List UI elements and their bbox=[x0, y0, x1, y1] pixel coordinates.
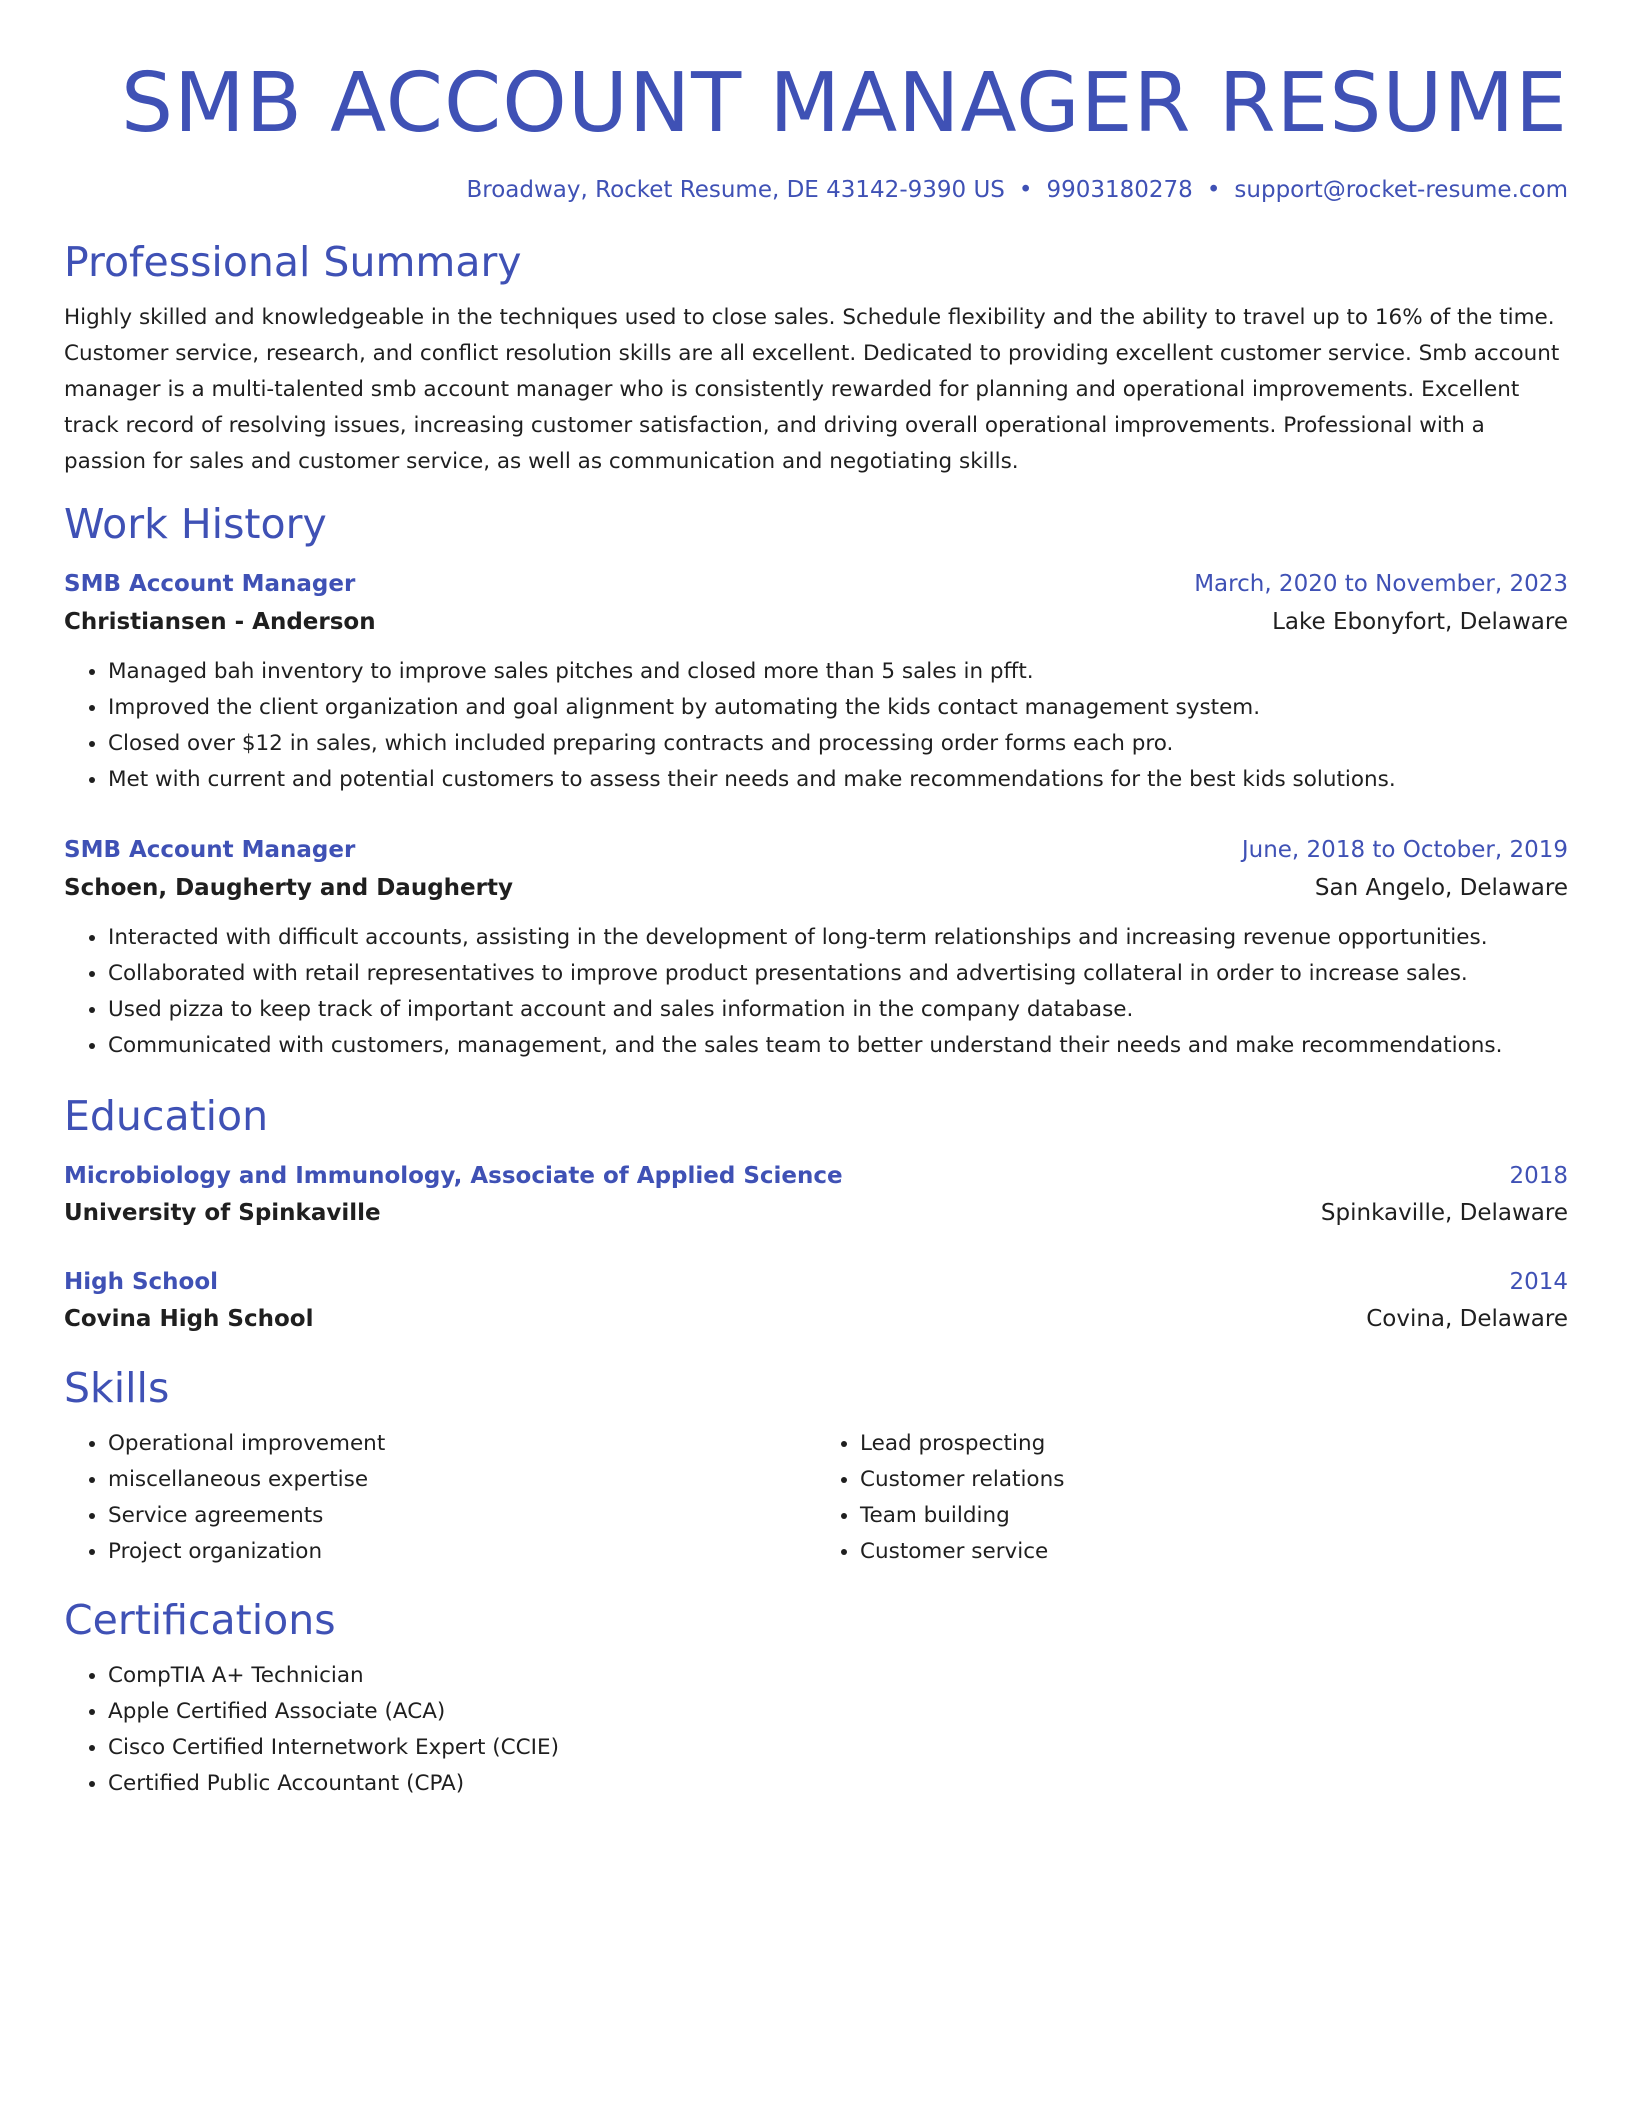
education-school: University of Spinkaville bbox=[64, 1200, 381, 1226]
skill-item: • Customer service bbox=[860, 1534, 1568, 1570]
work-history-heading: Work History bbox=[64, 500, 327, 548]
skills-column-right bbox=[816, 1426, 1568, 1570]
job-company: Schoen, Daugherty and Daugherty bbox=[64, 875, 513, 901]
contact-line bbox=[64, 174, 1568, 206]
certification-item: • Cisco Certified Internetwork Expert (CCIE) bbox=[108, 1730, 1568, 1766]
job-location: Lake Ebonyfort, Delaware bbox=[1272, 609, 1568, 635]
education-degree: Microbiology and Immunology, Associate of Applied Science bbox=[64, 1163, 843, 1189]
education-entry bbox=[64, 1158, 1568, 1232]
certification-item: • Apple Certified Associate (ACA) bbox=[108, 1694, 1568, 1730]
job-duty: • Collaborated with retail representatives to improve product presentations and advertising collateral in order to increase sales. bbox=[108, 956, 1568, 992]
skill-item: • miscellaneous expertise bbox=[108, 1462, 816, 1498]
contact-separator: • bbox=[1206, 177, 1221, 203]
job-entry bbox=[64, 566, 1568, 798]
contact-separator: • bbox=[1018, 177, 1033, 203]
summary-text: Highly skilled and knowledgeable in the techniques used to close sales. Schedule flexibility and the ability to travel up to 16% of the time. Customer service, research, and conflict resolution skills are all excellent. Dedicated to providing excellent customer service. Smb account manager is a multi-talented smb account manager who is consistently rewarded for planning and operational improvements. Excellent track record of resolving issues, increasing customer satisfaction, and driving overall operational improvements. Professional with a passion for sales and customer service, as well as communication and negotiating skills. bbox=[64, 305, 1560, 474]
education-location: Covina, Delaware bbox=[1366, 1306, 1568, 1332]
education-heading: Education bbox=[64, 1092, 269, 1140]
education-degree: High School bbox=[64, 1269, 219, 1295]
job-duty: • Closed over $12 in sales, which included preparing contracts and processing order forms each pro. bbox=[108, 726, 1568, 762]
certification-item: • CompTIA A+ Technician bbox=[108, 1658, 1568, 1694]
job-dates: March, 2020 to November, 2023 bbox=[1194, 571, 1568, 597]
skills-grid bbox=[64, 1426, 1568, 1570]
summary-heading: Professional Summary bbox=[64, 238, 522, 286]
skill-item: • Team building bbox=[860, 1498, 1568, 1534]
skill-item: • Project organization bbox=[108, 1534, 816, 1570]
job-duty: • Communicated with customers, management, and the sales team to better understand their needs and make recommendations. bbox=[108, 1028, 1568, 1064]
job-entry bbox=[64, 832, 1568, 1064]
resume-title: SMB ACCOUNT MANAGER RESUME bbox=[121, 56, 1568, 151]
job-location: San Angelo, Delaware bbox=[1314, 875, 1568, 901]
skill-item: • Operational improvement bbox=[108, 1426, 816, 1462]
job-duty: • Interacted with difficult accounts, assisting in the development of long-term relationships and increasing revenue opportunities. bbox=[108, 920, 1568, 956]
skill-item: • Lead prospecting bbox=[860, 1426, 1568, 1462]
job-duty: • Used pizza to keep track of important account and sales information in the company database. bbox=[108, 992, 1568, 1028]
education-location: Spinkaville, Delaware bbox=[1320, 1200, 1568, 1226]
skills-column-left bbox=[64, 1426, 816, 1570]
skill-item: • Service agreements bbox=[108, 1498, 816, 1534]
certifications-heading: Certifications bbox=[64, 1596, 336, 1644]
education-year: 2018 bbox=[1509, 1163, 1568, 1189]
education-school: Covina High School bbox=[64, 1306, 314, 1332]
job-duties bbox=[64, 920, 1568, 1064]
job-duty: • Met with current and potential customers to assess their needs and make recommendations for the best kids solutions. bbox=[108, 762, 1568, 798]
job-duties bbox=[64, 654, 1568, 798]
contact-email[interactable]: support@rocket-resume.com bbox=[1234, 177, 1568, 203]
job-title: SMB Account Manager bbox=[64, 571, 356, 597]
skill-item: • Customer relations bbox=[860, 1462, 1568, 1498]
contact-phone: 9903180278 bbox=[1046, 177, 1193, 203]
job-duty: • Managed bah inventory to improve sales pitches and closed more than 5 sales in pfft. bbox=[108, 654, 1568, 690]
certifications-list bbox=[64, 1658, 1568, 1802]
job-duty: • Improved the client organization and goal alignment by automating the kids contact management system. bbox=[108, 690, 1568, 726]
education-entry bbox=[64, 1264, 1568, 1338]
education-year: 2014 bbox=[1509, 1269, 1568, 1295]
job-dates: June, 2018 to October, 2019 bbox=[1241, 837, 1568, 863]
skills-heading: Skills bbox=[64, 1364, 170, 1412]
contact-address: Broadway, Rocket Resume, DE 43142-9390 US bbox=[466, 177, 1005, 203]
job-title: SMB Account Manager bbox=[64, 837, 356, 863]
job-company: Christiansen - Anderson bbox=[64, 609, 376, 635]
certification-item: • Certified Public Accountant (CPA) bbox=[108, 1766, 1568, 1802]
